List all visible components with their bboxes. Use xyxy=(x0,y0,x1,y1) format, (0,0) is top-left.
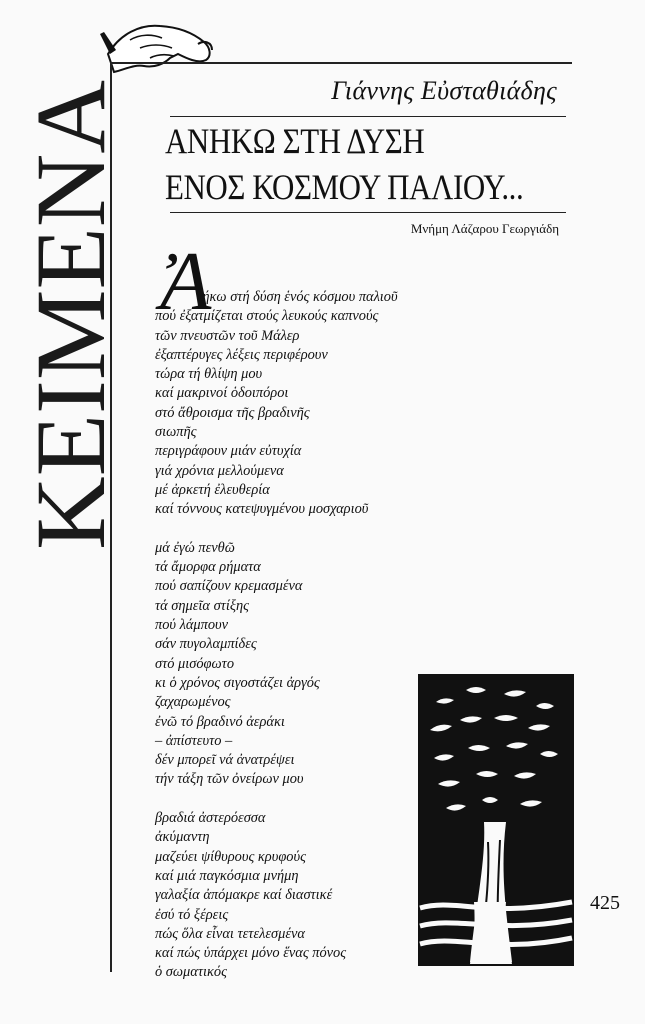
poem-line: τώρα τή θλίψη μου xyxy=(155,366,263,383)
poem-line: πού σαπίζουν κρεμασμένα xyxy=(155,578,303,595)
poem-line: ἐσύ τό ξέρεις xyxy=(155,906,229,923)
dedication: Μνήμη Λάζαρου Γεωργιάδη xyxy=(410,221,559,236)
poem-line: ἀκύμαντη xyxy=(155,829,210,846)
poem-line: τά ἄμορφα ρήματα xyxy=(155,559,261,576)
title-line-1: ΑΝΗΚΩ ΣΤΗ ΔΥΣΗ xyxy=(165,121,425,161)
poem-line: στό μισόφωτο xyxy=(155,655,235,672)
poem-line: καί πώς ὑπάρχει μόνο ἕνας πόνος xyxy=(155,945,347,962)
author-name: Γιάννης Εὐσταθιάδης xyxy=(331,76,557,105)
poem-line: βραδιά ἀστερόεσσα xyxy=(155,810,266,827)
poem-line: σιωπῆς xyxy=(155,424,197,441)
poem-line: καί τόννους κατεψυγμένου μοσχαριοῦ xyxy=(155,501,369,518)
poem-line: πού λάμπουν xyxy=(155,617,229,634)
section-label xyxy=(15,80,126,550)
poem-line: καί μιά παγκόσμια μνήμη xyxy=(155,867,299,884)
poem-line: στό ἄθροισμα τῆς βραδινῆς xyxy=(155,404,310,421)
poem-line: γιά χρόνια μελλούμενα xyxy=(155,462,284,479)
poem-line: – ἀπίστευτο – xyxy=(155,732,233,749)
poem-line: μέ ἀρκετή ἐλευθερία xyxy=(155,481,270,498)
poem-line: ἐνῶ τό βραδινό ἀεράκι xyxy=(155,713,285,730)
title-rule-top xyxy=(170,116,566,117)
tree-woodcut-illustration xyxy=(416,672,576,968)
poem-line: νήκω στή δύση ἑνός κόσμου παλιοῦ xyxy=(196,289,398,305)
frame-left-border xyxy=(110,62,112,972)
drop-cap: Ἀ xyxy=(160,235,212,328)
stanza-break xyxy=(155,520,455,539)
poem-line: μαζεύει ψίθυρους κρυφούς xyxy=(155,848,306,865)
poem-line: ὁ σωματικός xyxy=(155,964,227,981)
page-number: 425 xyxy=(590,892,620,914)
poem-line: πού ἐξατμίζεται στούς λευκούς καπνούς xyxy=(155,308,379,325)
section-label-text: ΚΕΙΜΕΝΑ xyxy=(15,88,126,550)
title-line-2: ΕΝΟΣ ΚΟΣΜΟΥ ΠΑΛΙΟΥ... xyxy=(165,167,524,207)
poem-line: μά ἐγώ πενθῶ xyxy=(155,539,235,556)
poem-line: τήν τάξη τῶν ὀνείρων μου xyxy=(155,771,304,788)
poem-line: γαλαξία ἀπόμακρε καί διαστικέ xyxy=(155,887,333,904)
title-rule-bottom xyxy=(170,212,566,213)
poem-line: πώς ὅλα εἶναι τετελεσμένα xyxy=(155,925,305,942)
poem-line: τῶν πνευστῶν τοῦ Μάλερ xyxy=(155,327,300,344)
frame-top-border xyxy=(110,62,572,64)
poem-line: περιγράφουν μιάν εὐτυχία xyxy=(155,443,302,460)
poem-line: καί μακρινοί ὁδοιπόροι xyxy=(155,385,289,402)
poem-line: ἐξαπτέρυγες λέξεις περιφέρουν xyxy=(155,346,328,363)
poem-line: σάν πυγολαμπίδες xyxy=(155,636,257,653)
poem-line: ζαχαρωμένος xyxy=(155,694,231,711)
poem-line: δέν μπορεῖ νά ἀνατρέψει xyxy=(155,752,295,769)
poem-line: τά σημεῖα στίξης xyxy=(155,597,249,614)
poem-line: κι ὁ χρόνος σιγοστάζει ἀργός xyxy=(155,674,320,691)
stanza-break xyxy=(155,790,455,809)
poem-body xyxy=(155,288,455,983)
poem-title xyxy=(165,118,524,210)
pointing-hand-icon xyxy=(100,14,218,84)
